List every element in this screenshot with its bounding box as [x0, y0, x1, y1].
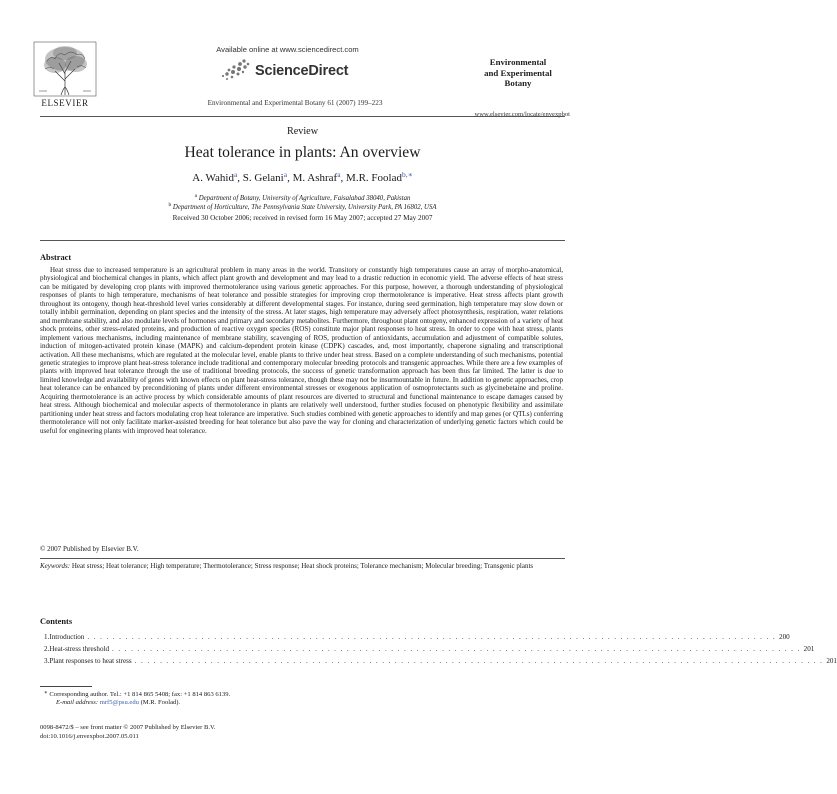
email-suffix: (M.R. Foolad). [140, 699, 181, 706]
sciencedirect-wordmark: ScienceDirect [255, 63, 349, 79]
toc-leader: . . . . . . . . . . . . . . . . . . . . . . . . . . . . . . . . . . . . . . . . . . . . . . . . . . . . . . . . . . . . . . . . . . . . . . . . . . . . . . . . . . . . . . . . . . . . . . . . . . . . . . . . . . . . . [112, 645, 801, 653]
toc-page: 201 [826, 657, 837, 665]
affiliation-text: Department of Horticulture, The Pennsylvania State University, University Park, PA 16802, USA [172, 204, 437, 211]
toc-number: 2. [44, 645, 50, 653]
article-type: Review [286, 126, 319, 137]
toc-page: 200 [779, 633, 790, 641]
toc-page: 201 [803, 645, 815, 653]
footnote-mark: ∗ [44, 690, 48, 696]
corresponding-author-text: Corresponding author. Tel.: +1 814 865 5408; fax: +1 814 863 6139. [49, 691, 231, 698]
author-name: M. Ashraf [292, 172, 338, 184]
toc-title: Heat-stress threshold [49, 645, 110, 653]
corresponding-author-note [44, 690, 230, 698]
article-dates: Received 30 October 2006; received in revised form 16 May 2007; accepted 27 May 2007 [172, 214, 433, 222]
affiliation-text: Department of Botany, University of Agriculture, Faisalabad 38040, Pakistan [198, 195, 411, 202]
abstract-heading: Abstract [40, 253, 72, 262]
contents-heading: Contents [40, 617, 73, 626]
author-name: M.R. Foolad [346, 172, 402, 184]
toc-leader: . . . . . . . . . . . . . . . . . . . . . . . . . . . . . . . . . . . . . . . . . . . . . . . . . . . . . . . . . . . . . . . . . . . . . . . . . . . . . . . . . . . . . . . . . . . . . . . . . . . . . . . . . . . . . [87, 633, 777, 641]
issn-line: 0098-8472/$ – see front matter © 2007 Published by Elsevier B.V. [40, 724, 216, 731]
keywords-label: Keywords: [40, 562, 71, 570]
author-affiliation-mark[interactable]: b,∗ [401, 170, 413, 179]
available-online-text: Available online at www.sciencedirect.com [216, 45, 359, 54]
author-name: A. Wahid [192, 172, 234, 184]
sciencedirect-logo [218, 57, 383, 83]
toc-entry[interactable] [44, 657, 837, 668]
email-link[interactable]: mrf5@psu.edu [99, 699, 139, 706]
toc-number: 3. [44, 657, 50, 665]
toc-entry[interactable] [44, 633, 790, 644]
email-note [56, 699, 180, 706]
article-title: Heat tolerance in plants: An overview [184, 144, 421, 161]
affiliation-mark: a [194, 193, 198, 199]
copyright-notice: © 2007 Published by Elsevier B.V. [40, 545, 139, 553]
journal-title [465, 57, 571, 89]
header-divider [40, 116, 565, 117]
journal-citation: Environmental and Experimental Botany 61 (2007) 199–223 [207, 99, 383, 107]
elsevier-logo [33, 41, 97, 107]
email-label: E-mail address: [56, 699, 99, 706]
section-divider [40, 240, 565, 241]
journal-title-line: Environmental [489, 57, 547, 67]
author-affiliation-mark[interactable]: a [337, 170, 341, 179]
abstract-text: Heat stress due to increased temperature is an agricultural problem in many areas in the world. Transitory or constantly high temperatures cause an array of morpho-anatomical, physiological and biochemical changes in plants, which affect plant growth and development and may lead to a drastic reduction in economic yield. The adverse effects of heat stress can be mitigated by developing crop plants with improved thermotolerance using various genetic approaches. For this purpose, however, a thorough understanding of physiological responses of plants to high temperature, mechanisms of heat tolerance and possible strategies for improving crop thermotolerance is imperative. Heat stress affects plant growth throughout its ontogeny, though heat-threshold level varies considerably at different developmental stages. For instance, during seed germination, high temperature may slow down or totally inhibit germination, depending on plant species and the intensity of the stress. At later stages, high temperature may adversely affect photosynthesis, respiration, water relations and membrane stability, and also modulate levels of hormones and primary and secondary metabolites. Furthermore, throughout plant ontogeny, enhanced expression of a variety of heat shock proteins, other stress-related proteins, and production of reactive oxygen species (ROS) constitute major plant responses to heat stress. In order to cope with heat stress, plants implement various mechanisms, including maintenance of membrane stability, scavenging of ROS, production of antioxidants, accumulation and adjustment of compatible solutes, induction of mitogen-activated protein kinase (MAPK) and calcium-dependent protein kinase (CDPK) cascades, and, most importantly, chaperone signaling and transcriptional activation. All these mechanisms, which are regulated at the molecular level, enable plants to thrive under heat stress. Based on a complete understanding of such mechanisms, potential genetic strategies to improve plant heat-stress tolerance include traditional and contemporary molecular breeding protocols and transgenic approaches. While there are a few examples of plants with improved heat tolerance through the use of traditional breeding protocols, the success of genetic transformation approach has been thus far limited. The latter is due to limited knowledge and availability of genes with known effects on plant heat-stress tolerance, though these may not be insurmountable in future. In addition to genetic approaches, crop heat tolerance can be enhanced by preconditioning of plants under different environmental stresses or exogenous application of osmoprotectants such as glycinebetaine and proline. Acquiring thermotolerance is an active process by which considerable amounts of plant resources are diverted to structural and functional maintenance to escape damages caused by heat stress. Although biochemical and molecular aspects of thermotolerance in plants are relatively well understood, further studies focused on phenotypic flexibility and assimilate partitioning under heat stress and factors modulating crop heat tolerance are imperative. Such studies combined with genetic approaches to identify and map genes (or QTLs) conferring thermotolerance will not only facilitate marker-assisted breeding for heat tolerance but also pave the way for cloning and characterization of underlying genetic factors which could be useful for engineering plants with improved heat tolerance. [40, 266, 563, 435]
footnote-divider [40, 686, 92, 687]
toc-title: Introduction [49, 633, 85, 641]
journal-title-line: Botany [504, 78, 532, 88]
author-list: A. Wahid$^a$, S. Gelani$^a$, M. Ashraf$^a$, M.R. Foolad$^{b,∗}$ [192, 170, 413, 184]
section-divider [40, 558, 565, 559]
affiliation [40, 202, 565, 211]
doi-link[interactable]: doi:10.1016/j.envexpbot.2007.05.011 [40, 733, 139, 740]
journal-website-link[interactable]: www.elsevier.com/locate/envexpbot [474, 111, 570, 118]
affiliation [40, 193, 565, 202]
toc-number: 1. [44, 633, 50, 641]
elsevier-tree-icon [33, 41, 97, 97]
keywords-text: Heat stress; Heat tolerance; High temperature; Thermotolerance; Stress response; Heat shock proteins; Tolerance mechanism; Molecular breeding; Transgenic plants [71, 562, 534, 570]
author-name: S. Gelani [242, 172, 284, 184]
author-affiliation-mark[interactable]: a [233, 170, 238, 179]
toc-entry[interactable] [44, 645, 815, 656]
toc-title: Plant responses to heat stress [49, 657, 132, 665]
affiliation-mark: b [168, 202, 172, 208]
author-affiliation-mark[interactable]: a [283, 170, 288, 179]
sciencedirect-dots-icon [218, 57, 252, 83]
elsevier-wordmark: ELSEVIER [41, 98, 89, 108]
keywords [40, 562, 563, 572]
toc-leader: . . . . . . . . . . . . . . . . . . . . . . . . . . . . . . . . . . . . . . . . . . . . . . . . . . . . . . . . . . . . . . . . . . . . . . . . . . . . . . . . . . . . . . . . . . . . . . . . . . . . . . . . . . . . . [134, 657, 824, 665]
journal-title-line: and Experimental [484, 67, 552, 78]
